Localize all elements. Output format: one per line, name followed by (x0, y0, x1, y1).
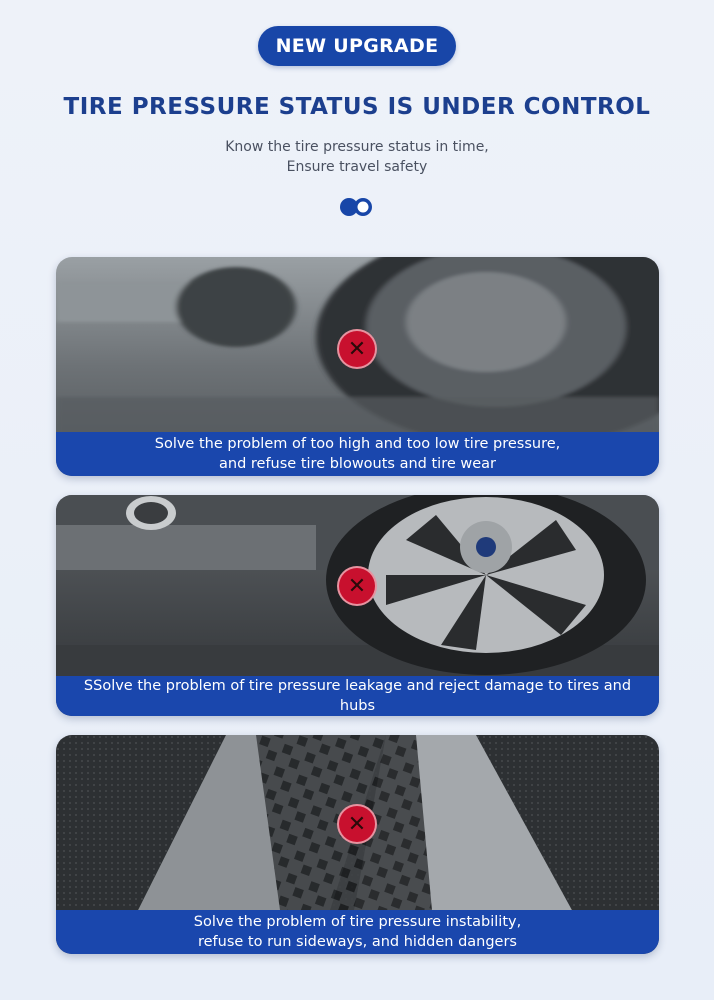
caption-line-2: refuse to run sideways, and hidden dangers (197, 934, 517, 950)
caption-line-1: SSolve the problem of tire pressure leakage and reject damage to tires and hubs (83, 678, 632, 714)
card-caption (56, 910, 659, 954)
tire-card-over-under-pressure (56, 257, 659, 476)
card-caption (56, 432, 659, 476)
page-title: TIRE PRESSURE STATUS IS UNDER CONTROL (63, 94, 651, 120)
caption-line-1: Solve the problem of too high and too low tire pressure, (154, 436, 561, 452)
subtitle-line-1: Know the tire pressure status in time, (225, 139, 489, 155)
page-subtitle (0, 137, 714, 177)
caption-line-1: Solve the problem of tire pressure instability, (193, 914, 522, 930)
new-upgrade-badge: NEW UPGRADE (258, 26, 456, 66)
caption-line-2: and refuse tire blowouts and tire wear (219, 456, 496, 472)
tire-card-leakage (56, 495, 659, 716)
x-mark-icon: ✕ (337, 566, 377, 606)
x-mark-icon: ✕ (337, 804, 377, 844)
subtitle-line-2: Ensure travel safety (286, 159, 428, 175)
tire-card-instability (56, 735, 659, 954)
toggle-icon (338, 196, 376, 218)
card-caption (56, 676, 659, 716)
x-mark-icon: ✕ (337, 329, 377, 369)
